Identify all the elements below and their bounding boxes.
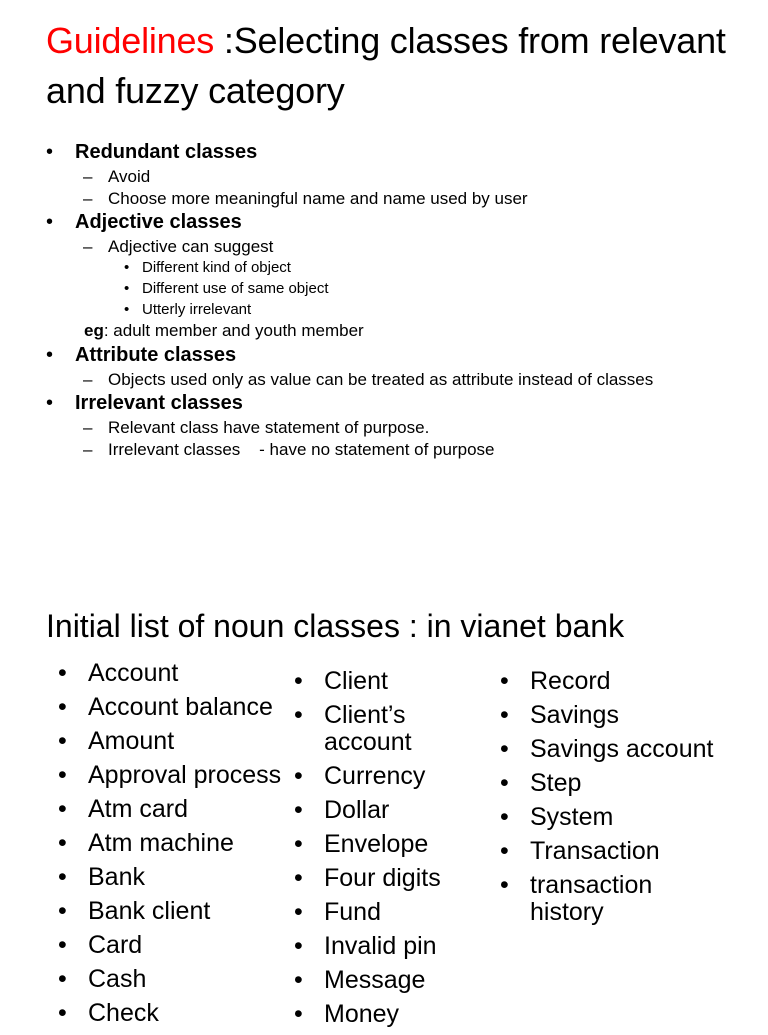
list-item-text: Dollar xyxy=(324,796,390,824)
list-item-text: Check xyxy=(88,999,159,1027)
list-item xyxy=(58,966,298,993)
noun-classes-slide xyxy=(0,560,768,1028)
bullet-icon: • xyxy=(58,999,67,1027)
guidelines-outline xyxy=(46,140,726,459)
list-item xyxy=(46,238,726,256)
list-item-text: Currency xyxy=(324,762,426,790)
list-item xyxy=(58,932,298,959)
dash-icon: – xyxy=(83,237,93,256)
list-item xyxy=(500,702,720,729)
list-item xyxy=(58,694,298,721)
list-item-text: Envelope xyxy=(324,830,429,858)
list-item xyxy=(294,668,494,695)
bullet-icon: • xyxy=(58,965,67,993)
sub-list-item-text: Different kind of object xyxy=(142,259,291,276)
list-item-text: Savings xyxy=(530,701,619,729)
bullet-icon: • xyxy=(58,931,67,959)
bullet-icon: • xyxy=(124,259,130,276)
list-item xyxy=(58,728,298,755)
bullet-icon: • xyxy=(500,735,509,763)
list-item xyxy=(46,190,726,208)
list-item-text: Record xyxy=(530,667,611,695)
list-item-text: Choose more meaningful name and name used by user xyxy=(108,189,528,208)
list-item xyxy=(500,872,720,926)
noun-column-1 xyxy=(58,660,298,1034)
sub-list-item-text: Utterly irrelevant xyxy=(142,301,252,318)
bullet-icon: • xyxy=(58,829,67,857)
list-item xyxy=(58,796,298,823)
list-item-text: Money xyxy=(324,1000,400,1028)
dash-icon: – xyxy=(83,440,93,459)
section-heading-label: Irrelevant classes xyxy=(75,392,243,414)
title-text: :Selecting classes from relevant and fuzzy category xyxy=(46,20,726,111)
list-item-text: Client’s account xyxy=(324,701,412,756)
section-heading-redundant xyxy=(46,140,726,164)
example-text: : adult member and youth member xyxy=(103,321,364,340)
bullet-icon: • xyxy=(58,727,67,755)
bullet-icon: • xyxy=(500,871,509,899)
list-item xyxy=(500,736,720,763)
list-item-text: Avoid xyxy=(108,167,151,186)
bullet-icon: • xyxy=(294,667,303,695)
list-item-text: Account xyxy=(88,659,179,687)
list-item-text: Message xyxy=(324,966,426,994)
dash-icon: – xyxy=(83,189,93,208)
bullet-icon: • xyxy=(294,1000,303,1028)
section-heading-label: Adjective classes xyxy=(75,211,242,233)
noun-column-2 xyxy=(294,668,494,1035)
sub-list-item xyxy=(46,280,726,298)
list-item-text: Amount xyxy=(88,727,175,755)
list-item-text: Adjective can suggest xyxy=(108,237,274,256)
list-item-text: Irrelevant classes - have no statement of purpose xyxy=(108,440,495,459)
list-item-text: Relevant class have statement of purpose. xyxy=(108,418,430,437)
list-item xyxy=(58,660,298,687)
bullet-icon: • xyxy=(500,701,509,729)
list-item xyxy=(294,797,494,824)
bullet-icon: • xyxy=(58,761,67,789)
bullet-icon: • xyxy=(294,864,303,892)
bullet-icon: • xyxy=(294,796,303,824)
bullet-icon: • xyxy=(58,693,67,721)
list-item xyxy=(500,668,720,695)
bullet-icon: • xyxy=(58,795,67,823)
list-item xyxy=(294,763,494,790)
list-item-text: Bank client xyxy=(88,897,211,925)
bullet-icon: • xyxy=(500,803,509,831)
list-item xyxy=(46,419,726,437)
list-item-text: Fund xyxy=(324,898,381,926)
bullet-icon: • xyxy=(294,932,303,960)
bullet-icon: • xyxy=(294,830,303,858)
list-item xyxy=(58,1000,298,1027)
bullet-icon: • xyxy=(500,667,509,695)
bullet-icon: • xyxy=(58,897,67,925)
list-item xyxy=(294,865,494,892)
list-item-text: Card xyxy=(88,931,143,959)
list-item-text: Approval process xyxy=(88,761,282,789)
list-item-text: Savings account xyxy=(530,735,714,763)
section-heading-irrelevant xyxy=(46,391,726,415)
list-item-text: Transaction xyxy=(530,837,660,865)
list-item-text: Invalid pin xyxy=(324,932,437,960)
bullet-icon: • xyxy=(124,301,130,318)
list-item-text: System xyxy=(530,803,614,831)
list-item xyxy=(58,898,298,925)
bullet-icon: • xyxy=(294,898,303,926)
list-item xyxy=(58,864,298,891)
list-item-text: transaction history xyxy=(530,871,653,926)
list-item xyxy=(500,838,720,865)
slide-title xyxy=(46,16,746,116)
list-item xyxy=(294,702,494,756)
example-label: eg xyxy=(84,321,104,340)
list-item xyxy=(294,831,494,858)
list-item-text: Objects used only as value can be treated as attribute instead of classes xyxy=(108,370,654,389)
bullet-icon: • xyxy=(294,701,303,729)
sub-list-item xyxy=(46,301,726,319)
list-item xyxy=(500,804,720,831)
bullet-icon: • xyxy=(124,280,130,297)
slide-title: Initial list of noun classes : in vianet bank xyxy=(46,608,625,644)
bullet-icon: • xyxy=(46,141,54,163)
section-heading-label: Redundant classes xyxy=(75,141,258,163)
dash-icon: – xyxy=(83,370,93,389)
list-item-text: Atm card xyxy=(88,795,189,823)
list-item-text: Atm machine xyxy=(88,829,234,857)
list-item-text: Client xyxy=(324,667,388,695)
list-item xyxy=(294,899,494,926)
list-item-text: Step xyxy=(530,769,582,797)
bullet-icon: • xyxy=(500,837,509,865)
dash-icon: – xyxy=(83,418,93,437)
list-item-text: Bank xyxy=(88,863,145,891)
section-heading-attribute xyxy=(46,343,726,367)
section-heading-label: Attribute classes xyxy=(75,344,237,366)
bullet-icon: • xyxy=(46,344,54,366)
bullet-icon: • xyxy=(46,211,54,233)
bullet-icon: • xyxy=(58,659,67,687)
title-accent: Guidelines xyxy=(46,20,215,61)
bullet-icon: • xyxy=(294,966,303,994)
list-item-text: Account balance xyxy=(88,693,273,721)
example-note xyxy=(46,321,726,341)
bullet-icon: • xyxy=(500,769,509,797)
list-item xyxy=(46,441,726,459)
sub-list-item-text: Different use of same object xyxy=(142,280,329,297)
noun-column-3 xyxy=(500,668,720,933)
bullet-icon: • xyxy=(46,392,54,414)
bullet-icon: • xyxy=(294,762,303,790)
list-item xyxy=(294,933,494,960)
list-item-text: Four digits xyxy=(324,864,441,892)
list-item xyxy=(46,371,726,389)
list-item xyxy=(500,770,720,797)
bullet-icon: • xyxy=(58,863,67,891)
sub-list-item xyxy=(46,259,726,277)
list-item xyxy=(46,168,726,186)
dash-icon: – xyxy=(83,167,93,186)
section-heading-adjective xyxy=(46,210,726,234)
list-item-text: Cash xyxy=(88,965,147,993)
list-item xyxy=(294,967,494,994)
list-item xyxy=(58,762,298,789)
list-item xyxy=(58,830,298,857)
